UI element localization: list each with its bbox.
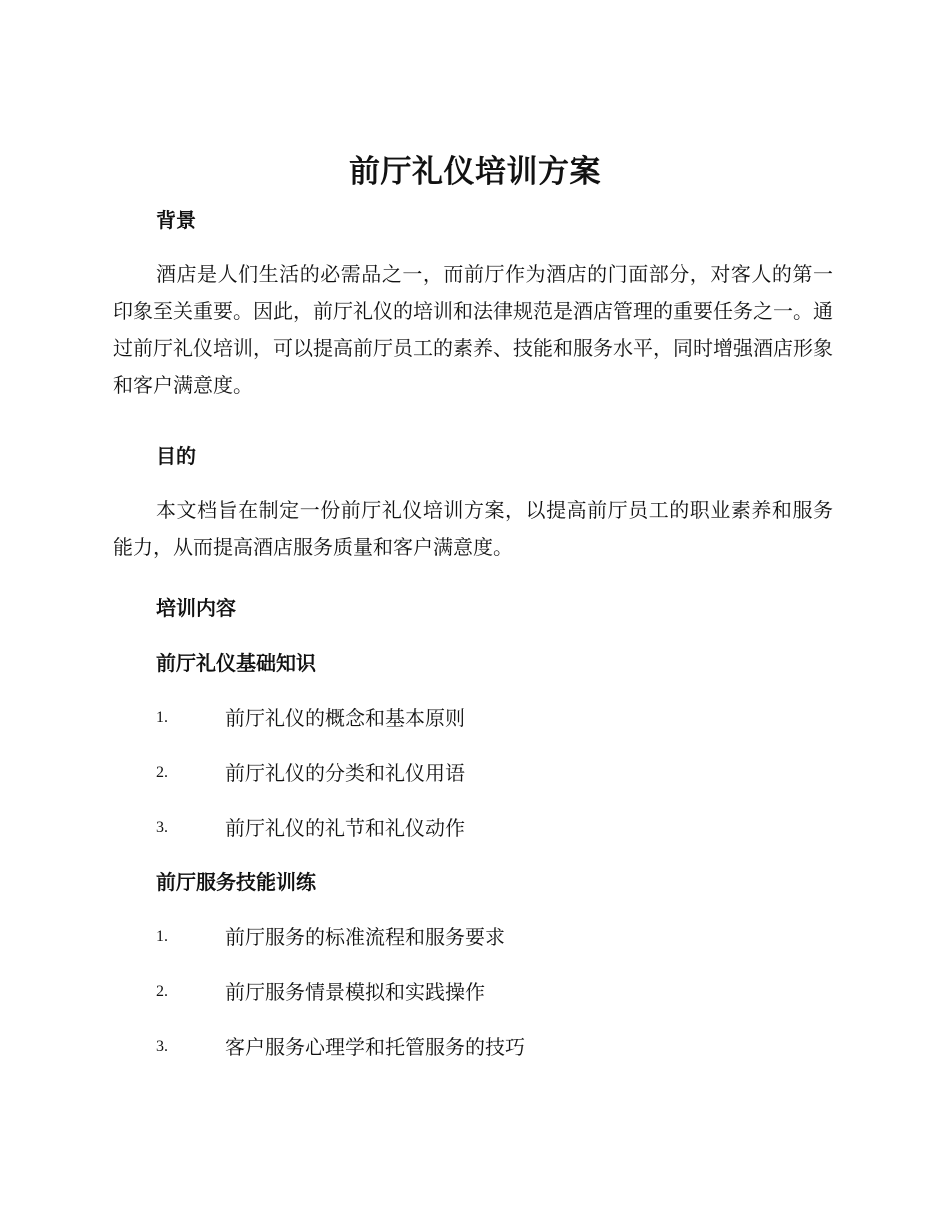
purpose-paragraph: 本文档旨在制定一份前厅礼仪培训方案，以提高前厅员工的职业素养和服务能力，从而提高酒店服务质量和客户满意度。: [113, 498, 833, 559]
list-text: 前厅礼仪的概念和基本原则: [225, 706, 465, 730]
list-item: [156, 703, 836, 733]
list-number: 2.: [156, 764, 168, 781]
list-text: 前厅服务的标准流程和服务要求: [225, 925, 505, 949]
list-number: 2.: [156, 983, 168, 1000]
list-text: 前厅礼仪的礼节和礼仪动作: [225, 816, 465, 840]
list-text: 前厅服务情景模拟和实践操作: [225, 980, 485, 1004]
section-heading-purpose: 目的: [156, 444, 196, 468]
section-heading-content: 培训内容: [156, 596, 236, 620]
background-paragraph: 酒店是人们生活的必需品之一，而前厅作为酒店的门面部分，对客人的第一印象至关重要。因此，前厅礼仪的培训和法律规范是酒店管理的重要任务之一。通过前厅礼仪培训，可以提高前厅员工的素养、技能和服务水平，同时增强酒店形象和客户满意度。: [113, 262, 833, 397]
subsection-heading-skills: 前厅服务技能训练: [156, 870, 316, 894]
document-title: 前厅礼仪培训方案: [349, 154, 601, 190]
section-heading-background: 背景: [156, 208, 196, 232]
subsection-heading-basics: 前厅礼仪基础知识: [156, 651, 316, 675]
list-number: 1.: [156, 709, 168, 726]
list-item: [156, 1032, 836, 1062]
list-text: 前厅礼仪的分类和礼仪用语: [225, 761, 465, 785]
list-item: [156, 977, 836, 1007]
list-number: 3.: [156, 819, 168, 836]
list-text: 客户服务心理学和托管服务的技巧: [225, 1035, 525, 1059]
list-number: 1.: [156, 928, 168, 945]
list-item: [156, 813, 836, 843]
list-item: [156, 758, 836, 788]
list-item: [156, 922, 836, 952]
list-number: 3.: [156, 1038, 168, 1055]
